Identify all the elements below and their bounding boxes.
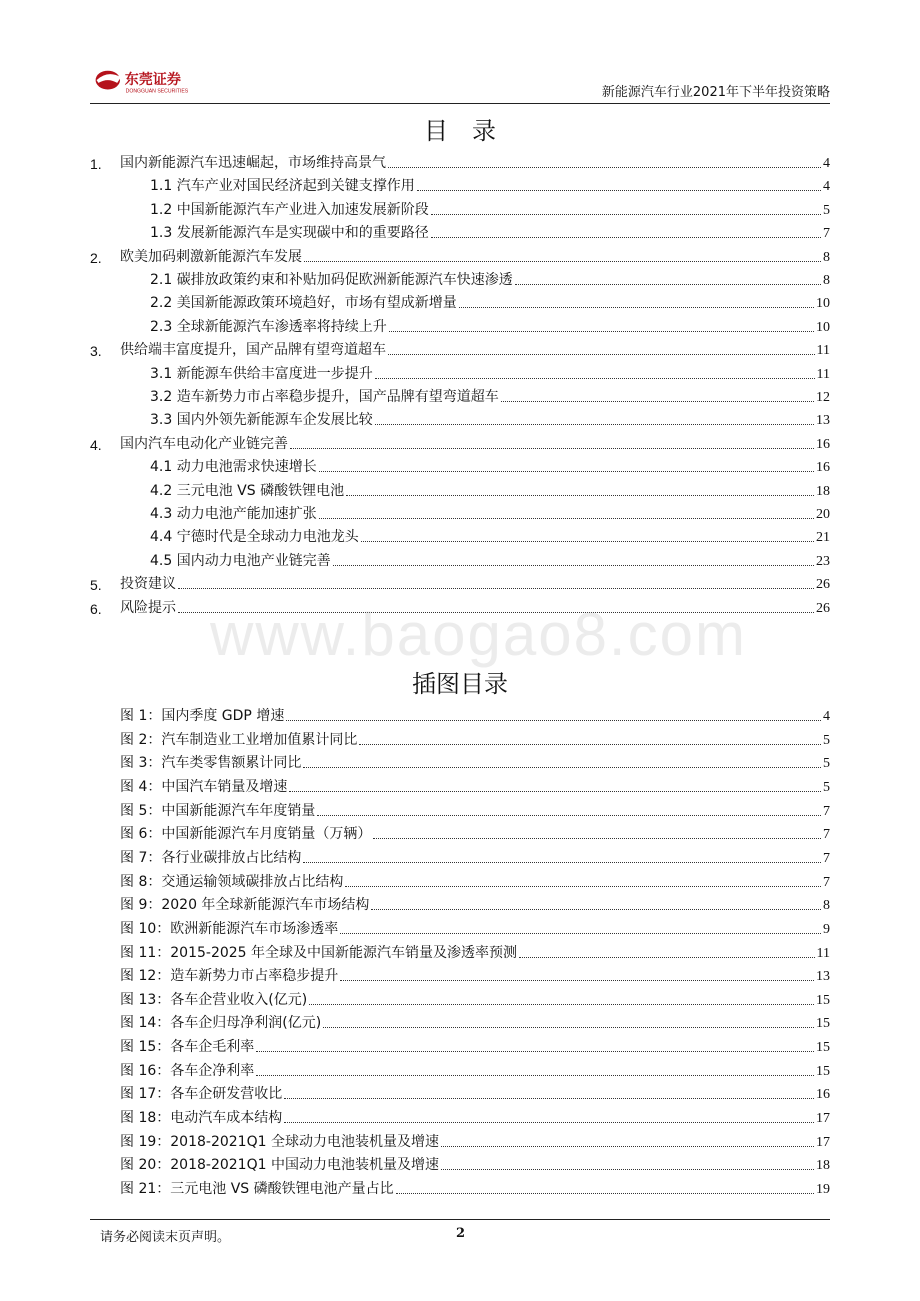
toc-entry-text: 风险提示 — [120, 599, 176, 616]
dot-leader — [289, 791, 821, 792]
figure-entry[interactable] — [90, 892, 830, 914]
dot-leader — [309, 1004, 814, 1005]
toc-entry[interactable] — [90, 197, 830, 219]
report-title: 新能源汽车行业2021年下半年投资策略 — [601, 85, 830, 100]
figure-entry[interactable] — [90, 916, 830, 938]
toc-entry[interactable] — [90, 267, 830, 289]
dot-leader — [256, 1075, 814, 1076]
dot-leader — [333, 565, 814, 566]
dot-leader — [441, 1169, 814, 1170]
dot-leader — [441, 1146, 814, 1147]
toc-entry-page: 23 — [816, 553, 830, 569]
logo-subtext: DONGGUAN SECURITIES — [125, 88, 189, 95]
figure-entry-page: 17 — [816, 1111, 830, 1127]
toc-entry-number: 4. — [90, 436, 102, 453]
figure-entry-text: 图 9：2020 年全球新能源汽车市场结构 — [120, 897, 370, 914]
toc-entry-number: 5. — [90, 577, 102, 594]
figure-entry[interactable] — [90, 869, 830, 891]
toc-entry-text: 4.3 动力电池产能加速扩张 — [150, 506, 317, 522]
toc-entry-text: 4.4 宁德时代是全球动力电池龙头 — [150, 529, 359, 546]
figure-entry[interactable] — [90, 703, 830, 725]
toc-entry-page: 10 — [816, 319, 830, 335]
figure-entry-page: 4 — [823, 709, 830, 724]
figure-entry[interactable] — [90, 1152, 830, 1174]
toc-entry-text: 欧美加码刺激新能源汽车发展 — [120, 248, 302, 265]
logo-text: 东莞证券 — [124, 71, 181, 88]
figure-entry-text: 图 3：汽车类零售额累计同比 — [120, 755, 302, 772]
dot-leader — [284, 1098, 814, 1099]
dot-leader — [515, 284, 821, 285]
toc-entry-text: 国内新能源汽车迅速崛起，市场维持高景气 — [120, 155, 386, 171]
toc-entry-text: 4.5 国内动力电池产业链完善 — [150, 552, 331, 569]
figure-entry-page: 7 — [823, 803, 830, 819]
toc-entry[interactable] — [90, 548, 830, 570]
figure-entry-text: 图 11：2015-2025 年全球及中国新能源汽车销量及渗透率预测 — [120, 944, 518, 961]
dot-leader — [340, 933, 821, 934]
figure-entry-page: 15 — [816, 1016, 830, 1032]
dot-leader — [345, 886, 821, 887]
figure-entry-text: 图 16：各车企净利率 — [120, 1062, 255, 1079]
toc-entry-text: 国内汽车电动化产业链完善 — [120, 435, 288, 452]
footer-note: 请务必阅读末页声明。 — [100, 1230, 231, 1245]
toc-entry[interactable] — [90, 244, 830, 266]
figure-entry[interactable] — [90, 1081, 830, 1103]
figure-entry-page: 5 — [823, 779, 830, 795]
dot-leader — [346, 495, 814, 496]
figure-entry-text: 图 19：2018-2021Q1 全球动力电池装机量及增速 — [120, 1133, 439, 1150]
toc-entry[interactable] — [90, 314, 830, 336]
figure-entry[interactable] — [90, 798, 830, 820]
dot-leader — [459, 307, 814, 308]
dot-leader — [323, 1027, 814, 1028]
toc-entry-text: 1.2 中国新能源汽车产业进入加速发展新阶段 — [150, 201, 429, 218]
figure-entry[interactable] — [90, 1129, 830, 1151]
dot-leader — [388, 354, 815, 355]
toc-entry[interactable] — [90, 524, 830, 546]
figure-entry[interactable] — [90, 1105, 830, 1127]
page-header — [90, 62, 830, 104]
figure-entry-page: 5 — [823, 756, 830, 772]
figure-entry-text: 图 1：国内季度 GDP 增速 — [120, 708, 285, 724]
toc-entry-page: 8 — [823, 273, 830, 288]
figure-entry-text: 图 10：欧洲新能源汽车市场渗透率 — [120, 920, 339, 937]
dot-leader — [304, 261, 821, 262]
toc-entry-text: 投资建议 — [120, 576, 176, 593]
toc-entry-page: 16 — [816, 460, 830, 476]
toc-entry-number: 1. — [90, 156, 102, 172]
figure-entry[interactable] — [90, 1058, 830, 1080]
figure-entry-page: 16 — [816, 1087, 830, 1103]
toc-entry-number: 2. — [90, 249, 102, 266]
toc-entry-page: 4 — [823, 156, 830, 171]
figure-entry-page: 13 — [816, 969, 830, 985]
toc-entry-page: 13 — [816, 413, 830, 429]
figure-entry-page: 7 — [823, 827, 830, 843]
toc-entry-text: 3.3 国内外领先新能源车企发展比较 — [150, 412, 373, 429]
figure-entry-page: 19 — [816, 1182, 830, 1197]
figure-entry-page: 15 — [816, 992, 830, 1008]
footer-divider — [90, 1219, 830, 1220]
toc-entry[interactable] — [90, 173, 830, 195]
toc-entry[interactable] — [90, 454, 830, 476]
dot-leader — [389, 331, 814, 332]
toc-entry-text: 1.3 发展新能源汽车是实现碳中和的重要路径 — [150, 225, 429, 242]
toc-entry[interactable] — [90, 571, 830, 593]
toc-entry-text: 2.3 全球新能源汽车渗透率将持续上升 — [150, 318, 387, 335]
toc-entry-text: 4.1 动力电池需求快速增长 — [150, 459, 317, 476]
dot-leader — [256, 1051, 814, 1052]
figure-entry-page: 18 — [816, 1158, 830, 1174]
dot-leader — [359, 744, 821, 745]
page-number: 2 — [456, 1226, 466, 1241]
dot-leader — [431, 214, 821, 215]
dot-leader — [501, 401, 814, 402]
dot-leader — [286, 720, 821, 721]
dot-leader — [373, 838, 821, 839]
figure-entry-text: 图 6：中国新能源汽车月度销量（万辆） — [120, 826, 372, 843]
toc-entry-text: 3.1 新能源车供给丰富度进一步提升 — [150, 365, 373, 382]
figure-entry-text: 图 21：三元电池 VS 磷酸铁锂电池产量占比 — [120, 1181, 394, 1197]
figure-entry[interactable] — [90, 1010, 830, 1032]
toc-entry-page: 5 — [823, 202, 830, 218]
toc-entry-text: 3.2 造车新势力市占率稳步提升，国产品牌有望弯道超车 — [150, 389, 499, 405]
dot-leader — [371, 909, 821, 910]
figure-entry[interactable] — [90, 1034, 830, 1056]
figure-entry-text: 图 15：各车企毛利率 — [120, 1039, 255, 1056]
toc-entry[interactable] — [90, 220, 830, 242]
toc-entry[interactable] — [90, 501, 830, 523]
figure-entry[interactable] — [90, 774, 830, 796]
figure-entry-text: 图 20：2018-2021Q1 中国动力电池装机量及增速 — [120, 1157, 439, 1174]
toc-entry-text: 1.1 汽车产业对国民经济起到关键支撑作用 — [150, 178, 415, 195]
figure-entry-text: 图 17：各车企研发营收比 — [120, 1086, 283, 1103]
toc-entry[interactable] — [90, 290, 830, 312]
toc-entry[interactable] — [90, 478, 830, 500]
toc-entry[interactable] — [90, 337, 830, 359]
toc-entry-number: 3. — [90, 343, 102, 360]
toc-entry[interactable] — [90, 361, 830, 383]
dot-leader — [375, 378, 815, 379]
toc-entry-page: 8 — [823, 249, 830, 265]
dot-leader — [388, 167, 821, 168]
figure-entry-page: 9 — [823, 921, 830, 937]
figure-entry-page: 15 — [816, 1063, 830, 1079]
toc-entry-page: 11 — [816, 366, 830, 382]
toc-entry[interactable] — [90, 384, 830, 406]
figure-entry-page: 11 — [816, 945, 830, 961]
figure-entry-page: 8 — [823, 898, 830, 914]
figure-entry-page: 5 — [823, 732, 830, 748]
figures-title: 插图目录 — [412, 670, 508, 698]
dot-leader — [284, 1122, 814, 1123]
figure-entry-text: 图 18：电动汽车成本结构 — [120, 1110, 283, 1127]
toc-entry-text: 供给端丰富度提升，国产品牌有望弯道超车 — [120, 342, 386, 359]
dot-leader — [361, 541, 814, 542]
toc-entry-number: 6. — [90, 600, 102, 617]
toc-entry[interactable] — [90, 150, 830, 172]
dot-leader — [319, 471, 814, 472]
figure-entry-text: 图 8：交通运输领域碳排放占比结构 — [120, 873, 344, 890]
figure-entry-page: 15 — [816, 1040, 830, 1056]
figure-entry-text: 图 7：各行业碳排放占比结构 — [120, 849, 302, 866]
figure-entry-text: 图 2：汽车制造业工业增加值累计同比 — [120, 731, 358, 748]
figure-entry[interactable] — [90, 845, 830, 867]
toc-entry-page: 12 — [816, 390, 830, 405]
figure-entry[interactable] — [90, 987, 830, 1009]
toc-entry-page: 16 — [816, 436, 830, 452]
figure-entry[interactable] — [90, 1176, 830, 1198]
dot-leader — [431, 237, 821, 238]
figure-entry-text: 图 5：中国新能源汽车年度销量 — [120, 802, 316, 819]
figure-entry-page: 17 — [816, 1134, 830, 1150]
toc-entry-page: 18 — [816, 483, 830, 499]
toc-entry-page: 26 — [816, 600, 830, 616]
toc-entry-page: 20 — [816, 507, 830, 522]
figure-entry-text: 图 4：中国汽车销量及增速 — [120, 778, 288, 795]
dot-leader — [340, 980, 814, 981]
toc-entry-page: 21 — [816, 530, 830, 546]
dot-leader — [417, 190, 821, 191]
toc-entry-page: 4 — [823, 179, 830, 195]
figure-entry[interactable] — [90, 821, 830, 843]
watermark: www.baogao8.com — [210, 601, 747, 668]
figure-entry-text: 图 12：造车新势力市占率稳步提升 — [120, 968, 339, 985]
toc-entry-text: 2.2 美国新能源政策环境趋好，市场有望成新增量 — [150, 295, 457, 312]
toc-entry[interactable] — [90, 407, 830, 429]
figure-entry-page: 7 — [823, 850, 830, 866]
toc-entry-page: 7 — [823, 226, 830, 242]
figure-entry[interactable] — [90, 940, 830, 962]
dot-leader — [319, 518, 814, 519]
figure-entry[interactable] — [90, 727, 830, 749]
toc-entry-text: 2.1 碳排放政策约束和补贴加码促欧洲新能源汽车快速渗透 — [150, 272, 513, 288]
toc-entry[interactable] — [90, 431, 830, 453]
dot-leader — [317, 815, 821, 816]
figure-entry-page: 7 — [823, 874, 830, 890]
toc-title: 目 录 — [424, 117, 496, 145]
dot-leader — [290, 448, 814, 449]
figure-entry[interactable] — [90, 750, 830, 772]
dot-leader — [396, 1193, 814, 1194]
dot-leader — [519, 957, 814, 958]
toc-entry-page: 11 — [816, 343, 830, 359]
header-divider — [90, 103, 830, 104]
toc-entry-text: 4.2 三元电池 VS 磷酸铁锂电池 — [150, 482, 345, 499]
toc-entry-page: 26 — [816, 577, 830, 593]
toc-entry-page: 10 — [816, 296, 830, 312]
dongguan-securities-logo — [90, 66, 240, 96]
dot-leader — [178, 588, 814, 589]
figure-entry[interactable] — [90, 963, 830, 985]
dot-leader — [375, 424, 814, 425]
figure-entry-text: 图 13：各车企营业收入(亿元) — [120, 991, 308, 1008]
dot-leader — [303, 862, 821, 863]
dot-leader — [303, 767, 821, 768]
figure-entry-text: 图 14：各车企归母净利润(亿元) — [120, 1015, 322, 1032]
